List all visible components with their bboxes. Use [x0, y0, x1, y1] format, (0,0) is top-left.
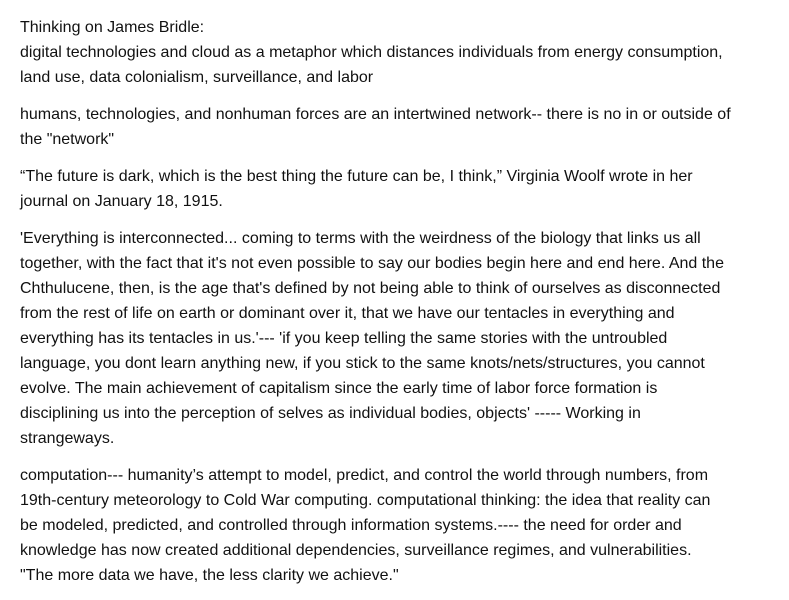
- text-line: computation--- humanity’s attempt to model, predict, and control the world through numbers, from: [20, 467, 709, 484]
- note-body: [20, 15, 780, 600]
- text-line: “The future is dark, which is the best thing the future can be, I think,” Virginia Woolf wrote in her: [20, 168, 693, 185]
- note-heading: Thinking on James Bridle:: [20, 19, 205, 36]
- text-line: evolve. The main achievement of capitalism since the early time of labor force formation is: [20, 380, 658, 397]
- text-line: digital technologies and cloud as a metaphor which distances individuals from energy consumption,: [20, 44, 723, 61]
- paragraph-computation: [20, 463, 780, 588]
- text-line: 'Everything is interconnected... coming to terms with the weirdness of the biology that links us all: [20, 230, 701, 247]
- text-line: knowledge has now created additional dependencies, surveillance regimes, and vulnerabilities.: [20, 542, 692, 559]
- text-line: be modeled, predicted, and controlled through information systems.---- the need for order and: [20, 517, 682, 534]
- text-line: 19th-century meteorology to Cold War computing. computational thinking: the idea that reality can: [20, 492, 711, 509]
- text-line: journal on January 18, 1915.: [20, 193, 223, 210]
- paragraph-woolf-quote: [20, 164, 780, 214]
- text-line: land use, data colonialism, surveillance, and labor: [20, 69, 374, 86]
- text-line: disciplining us into the perception of selves as individual bodies, objects' ----- Working in: [20, 405, 641, 422]
- paragraph-network: [20, 102, 780, 152]
- paragraph-interconnected: [20, 226, 780, 451]
- text-line: everything has its tentacles in us.'--- 'if you keep telling the same stories with the untroubled: [20, 330, 668, 347]
- text-line: language, you dont learn anything new, if you stick to the same knots/nets/structures, you cannot: [20, 355, 705, 372]
- text-line: humans, technologies, and nonhuman forces are an intertwined network-- there is no in or outside of: [20, 106, 731, 123]
- text-line: together, with the fact that it's not even possible to say our bodies begin here and end here. And the: [20, 255, 724, 272]
- text-line: "The more data we have, the less clarity we achieve.": [20, 567, 399, 584]
- paragraph-bridle: [20, 15, 780, 90]
- text-line: strangeways.: [20, 430, 115, 447]
- text-line: the "network": [20, 131, 115, 148]
- text-line: from the rest of life on earth or dominant over it, that we have our tentacles in everything and: [20, 305, 675, 322]
- text-line: Chthulucene, then, is the age that's defined by not being able to think of ourselves as disconnected: [20, 280, 721, 297]
